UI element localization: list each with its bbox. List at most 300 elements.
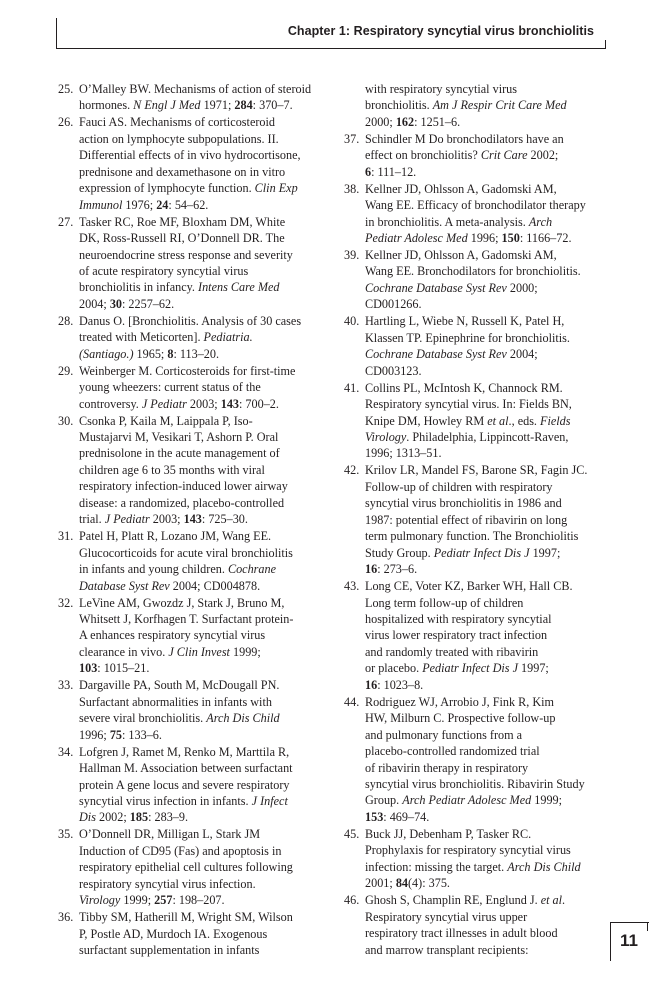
reference-text: 16 — [365, 677, 378, 692]
reference-line — [79, 429, 326, 445]
header-rule-tick — [605, 40, 606, 49]
reference-text: Arch Dis Child — [206, 711, 280, 726]
reference-text: treated with Meticorten]. — [79, 330, 204, 345]
reference-number: 33. — [58, 678, 74, 693]
reference-text: syncytial virus bronchiolitis in 1986 and — [365, 496, 562, 511]
reference-text: Whitsett J, Korfhagen T. Surfactant protein- — [79, 612, 294, 626]
reference-entry — [58, 909, 326, 958]
reference-text: O’Malley BW. Mechanisms of action of steroid — [79, 82, 312, 96]
reference-line — [365, 925, 614, 941]
reference-text: and marrow transplant recipients: — [365, 942, 529, 957]
reference-line — [365, 792, 614, 808]
reference-entry — [58, 677, 326, 743]
reference-text: and randomly treated with ribavirin — [365, 644, 539, 659]
reference-text: action on lymphocyte subpopulations. II. — [79, 131, 279, 146]
reference-text: 1971; — [200, 98, 235, 113]
references-column-left — [58, 81, 326, 959]
reference-line — [79, 644, 326, 660]
reference-entry — [344, 462, 614, 577]
reference-text: Respiratory syncytial virus. In: Fields BN, — [365, 397, 572, 412]
reference-text: surfactant supplementation in infants — [79, 943, 260, 958]
reference-text: Kellner JD, Ohlsson A, Gadomski AM, — [365, 248, 557, 263]
reference-text: syncytial virus bronchiolitis. Ribavirin Study — [365, 777, 585, 792]
reference-text: J Pediatr — [141, 396, 187, 411]
reference-number: 27. — [58, 214, 74, 229]
reference-text: controversy. — [79, 396, 142, 411]
reference-entry — [344, 892, 614, 958]
reference-line — [79, 247, 326, 263]
reference-line — [365, 147, 614, 163]
reference-text: respiratory syncytial virus infection. — [79, 876, 256, 891]
reference-number: 41. — [344, 380, 360, 395]
reference-text: Follow-up of children with respiratory — [365, 479, 553, 494]
reference-text: young wheezers: current status of the — [79, 380, 261, 395]
reference-number: 28. — [58, 313, 74, 328]
reference-line — [365, 644, 614, 660]
reference-number: 30. — [58, 413, 74, 428]
reference-text: infection: missing the target. — [365, 859, 508, 874]
reference-text: Arch Dis Child — [507, 859, 581, 874]
reference-line — [365, 545, 614, 561]
reference-line — [79, 809, 326, 825]
reference-line — [365, 859, 614, 875]
reference-number: 35. — [58, 827, 74, 842]
reference-line — [365, 114, 614, 130]
reference-number: 36. — [58, 910, 74, 925]
reference-line — [79, 511, 326, 527]
reference-text: bronchiolitis in infancy. — [79, 280, 199, 295]
reference-text: : 1023–8. — [377, 677, 424, 692]
reference-entry — [344, 826, 614, 892]
reference-text: A enhances respiratory syncytial virus — [79, 628, 266, 643]
reference-text: 1999; — [531, 793, 563, 808]
reference-text: 30 — [109, 296, 122, 311]
reference-line — [79, 793, 326, 809]
reference-line — [365, 396, 614, 412]
reference-entry — [344, 380, 614, 462]
reference-text: 84 — [395, 876, 408, 891]
reference-number: 31. — [58, 529, 74, 544]
reference-text: 16 — [365, 562, 378, 577]
reference-line — [365, 97, 614, 113]
reference-text: et al — [487, 413, 509, 428]
reference-line — [365, 710, 614, 726]
reference-line — [365, 214, 614, 230]
reference-text: 8 — [167, 346, 174, 361]
reference-text: Collins PL, McIntosh K, Channock RM. — [365, 380, 563, 395]
reference-text: and pulmonary functions from a — [365, 727, 523, 742]
reference-line — [365, 280, 614, 296]
reference-line — [79, 545, 326, 561]
reference-entry — [344, 181, 614, 247]
reference-line — [365, 595, 614, 611]
reference-text: Kellner JD, Ohlsson A, Gadomski AM, — [365, 181, 557, 196]
reference-line — [79, 230, 326, 246]
reference-text: Dargaville PA, South M, McDougall PN. — [79, 678, 280, 693]
reference-line — [79, 677, 326, 693]
reference-text: . — [562, 893, 566, 908]
reference-line — [79, 528, 326, 544]
reference-number: 37. — [344, 131, 360, 146]
reference-text: : 1166–72. — [519, 231, 572, 246]
reference-text: Am J Respir Crit Care Med — [432, 98, 567, 113]
reference-line — [79, 396, 326, 412]
reference-text: Prophylaxis for respiratory syncytial virus — [365, 843, 571, 858]
reference-entry — [58, 528, 326, 594]
reference-text: 2004; — [506, 347, 538, 362]
reference-line — [365, 346, 614, 362]
reference-line — [79, 81, 326, 97]
reference-text: expression of lymphocyte function. — [79, 181, 255, 196]
reference-line — [79, 892, 326, 908]
reference-text: N Engl J Med — [133, 98, 201, 113]
reference-text: 284 — [234, 98, 253, 113]
reference-text: Surfactant abnormalities in infants with — [79, 694, 272, 709]
reference-text: Database Syst Rev — [79, 578, 170, 593]
reference-line — [79, 578, 326, 594]
reference-text: Clin Exp — [254, 181, 298, 196]
reference-text: (Santiago.) — [79, 346, 134, 361]
reference-text: Schindler M Do bronchodilators have an — [365, 131, 564, 146]
reference-text: term pulmonary function. The Bronchiolitis — [365, 529, 579, 544]
reference-text: Induction of CD95 (Fas) and apoptosis in — [79, 843, 282, 858]
reference-entry — [344, 694, 614, 826]
reference-text: Hartling L, Wiebe N, Russell K, Patel H, — [365, 314, 565, 329]
reference-line — [365, 694, 614, 710]
reference-entry — [58, 595, 326, 677]
reference-text: prednisone and dexamethasone on in vitro — [79, 164, 286, 179]
reference-text: or placebo. — [365, 661, 423, 676]
reference-line — [79, 561, 326, 577]
reference-line — [79, 909, 326, 925]
reference-number: 39. — [344, 248, 360, 263]
reference-line — [365, 164, 614, 180]
reference-number: 43. — [344, 579, 360, 594]
reference-text: respiratory epithelial cell cultures following — [79, 860, 293, 875]
reference-text: 1976; — [122, 197, 157, 212]
reference-text: in infants and young children. — [79, 562, 228, 577]
running-head: Chapter 1: Respiratory syncytial virus bronchiolitis — [287, 24, 594, 38]
reference-text: with respiratory syncytial virus — [365, 82, 517, 96]
reference-line — [79, 413, 326, 429]
reference-text: 1965; — [133, 346, 168, 361]
reference-entry — [58, 744, 326, 826]
reference-text: Glucocorticoids for acute viral bronchiolitis — [79, 545, 293, 560]
reference-line — [365, 809, 614, 825]
reference-text: : 198–207. — [172, 893, 225, 908]
reference-number: 38. — [344, 181, 360, 196]
reference-text: syncytial virus infection in infants. — [79, 793, 252, 808]
reference-line — [79, 777, 326, 793]
reference-text: 24 — [156, 197, 169, 212]
reference-text: Klassen TP. Epinephrine for bronchiolitis. — [365, 330, 570, 345]
reference-entry — [344, 81, 614, 130]
reference-text: 2004; CD004878. — [169, 578, 261, 593]
reference-text: Cochrane Database Syst Rev — [365, 280, 507, 295]
reference-text: disease: a randomized, placebo-controlled — [79, 495, 285, 510]
reference-text: 185 — [129, 810, 149, 825]
reference-number: 34. — [58, 744, 74, 759]
reference-number: 26. — [58, 115, 74, 130]
reference-line — [79, 180, 326, 196]
reference-text: : 113–20. — [173, 346, 220, 361]
reference-text: Arch Pediatr Adolesc Med — [402, 793, 532, 808]
reference-line — [79, 131, 326, 147]
reference-text: of acute respiratory syncytial virus — [79, 263, 249, 278]
reference-line — [79, 694, 326, 710]
reference-text: CD001266. — [365, 297, 422, 312]
reference-text: 1996; — [467, 231, 502, 246]
reference-line — [79, 164, 326, 180]
reference-text: 257 — [154, 893, 173, 908]
reference-line — [365, 578, 614, 594]
reference-text: 2002; — [95, 810, 130, 825]
reference-text: 75 — [109, 727, 122, 742]
reference-text: Krilov LR, Mandel FS, Barone SR, Fagin JC. — [365, 463, 588, 478]
reference-text: J Clin Invest — [168, 644, 230, 659]
reference-text: 153 — [365, 809, 384, 824]
reference-text: Intens Care Med — [198, 280, 280, 295]
reference-text: 150 — [501, 231, 520, 246]
reference-number: 40. — [344, 314, 360, 329]
reference-text: Pediatria. — [203, 330, 253, 345]
reference-line — [79, 329, 326, 345]
reference-entry — [58, 313, 326, 362]
reference-text: HW, Milburn C. Prospective follow-up — [365, 711, 556, 726]
reference-text: : 700–2. — [239, 396, 279, 411]
reference-text: : 273–6. — [377, 562, 418, 577]
reference-text: prednisolone in the acute management of — [79, 446, 280, 461]
reference-line — [79, 346, 326, 362]
reference-text: hospitalized with respiratory syncytial — [365, 612, 552, 626]
reference-text: Lofgren J, Ramet M, Renko M, Marttila R, — [79, 744, 290, 759]
reference-line — [365, 627, 614, 643]
reference-line — [365, 131, 614, 147]
reference-text: Study Group. — [365, 545, 434, 560]
reference-line — [79, 97, 326, 113]
reference-text: 1999; — [229, 644, 261, 659]
reference-text: Pediatr Adolesc Med — [365, 231, 468, 246]
reference-text: respiratory infection-induced lower airway — [79, 479, 288, 494]
reference-text: et al — [540, 893, 563, 908]
reference-text: (4): 375. — [408, 876, 450, 891]
reference-line — [79, 660, 326, 676]
reference-text: 2004; — [79, 296, 110, 311]
reference-line — [79, 478, 326, 494]
reference-text: 2000; — [506, 280, 538, 295]
reference-text: Wang EE. Efficacy of bronchodilator therapy — [365, 198, 586, 213]
reference-text: 143 — [183, 512, 202, 527]
reference-entry — [344, 313, 614, 379]
reference-line — [365, 909, 614, 925]
references-column-right — [344, 81, 614, 959]
reference-text: protein A gene locus and severe respiratory — [79, 777, 290, 792]
reference-entry — [344, 247, 614, 313]
header-rule — [56, 48, 606, 49]
reference-text: virus lower respiratory tract infection — [365, 628, 548, 643]
reference-text: : 469–74. — [383, 809, 430, 824]
reference-line — [365, 561, 614, 577]
reference-line — [79, 263, 326, 279]
reference-line — [365, 875, 614, 891]
reference-text: Tibby SM, Hatherill M, Wright SM, Wilson — [79, 910, 293, 925]
reference-line — [365, 776, 614, 792]
reference-line — [79, 859, 326, 875]
reference-text: LeVine AM, Gwozdz J, Stark J, Bruno M, — [79, 595, 285, 610]
reference-number: 46. — [344, 893, 360, 908]
reference-text: Pediatr Infect Dis J — [422, 661, 518, 676]
reference-entry — [58, 81, 326, 114]
reference-entry — [58, 826, 326, 908]
reference-line — [365, 413, 614, 429]
reference-line — [365, 429, 614, 445]
reference-number: 25. — [58, 82, 74, 96]
reference-text: : 725–30. — [201, 512, 248, 527]
reference-text: effect on bronchiolitis? — [365, 148, 481, 163]
reference-line — [79, 445, 326, 461]
reference-text: Weinberger M. Corticosteroids for first-time — [79, 363, 296, 378]
reference-entry — [58, 214, 326, 313]
reference-line — [365, 230, 614, 246]
reference-text: children age 6 to 35 months with viral — [79, 462, 265, 477]
reference-line — [365, 611, 614, 627]
reference-line — [79, 727, 326, 743]
reference-text: hormones. — [79, 98, 134, 113]
reference-text: Rodriguez WJ, Arrobio J, Fink R, Kim — [365, 694, 555, 709]
reference-entry — [58, 413, 326, 528]
reference-line — [365, 677, 614, 693]
reference-text: Danus O. [Bronchiolitis. Analysis of 30 cases — [79, 313, 302, 328]
reference-text: Buck JJ, Debenham P, Tasker RC. — [365, 826, 532, 841]
reference-text: Respiratory syncytial virus upper — [365, 909, 528, 924]
reference-line — [79, 379, 326, 395]
reference-line — [365, 363, 614, 379]
reference-text: O’Donnell DR, Milligan L, Stark JM — [79, 827, 261, 842]
reference-line — [79, 363, 326, 379]
reference-line — [365, 462, 614, 478]
reference-text: bronchiolitis. — [365, 98, 433, 113]
reference-line — [365, 743, 614, 759]
reference-text: ., eds. — [508, 413, 541, 428]
reference-line — [365, 81, 614, 97]
reference-text: : 133–6. — [122, 727, 162, 742]
reference-line — [79, 826, 326, 842]
reference-text: 1987: potential effect of ribavirin on long — [365, 512, 568, 527]
reference-line — [365, 330, 614, 346]
reference-text: 2002; — [527, 148, 559, 163]
header-rule-left — [56, 18, 57, 49]
reference-line — [365, 727, 614, 743]
reference-line — [365, 445, 614, 461]
reference-text: : 370–7. — [252, 98, 293, 113]
reference-text: Hallman M. Association between surfactant — [79, 761, 293, 776]
reference-line — [365, 660, 614, 676]
reference-text: Cochrane — [227, 562, 277, 577]
reference-line — [79, 926, 326, 942]
reference-entry — [58, 114, 326, 213]
reference-line — [79, 595, 326, 611]
reference-text: Virology — [79, 893, 121, 908]
reference-text: Fauci AS. Mechanisms of corticosteroid — [79, 115, 275, 130]
reference-number: 45. — [344, 826, 360, 841]
reference-line — [365, 380, 614, 396]
reference-line — [79, 495, 326, 511]
reference-line — [79, 147, 326, 163]
reference-line — [79, 942, 326, 958]
reference-text: Long term follow-up of children — [365, 595, 524, 610]
reference-text: severe viral bronchiolitis. — [79, 711, 207, 726]
reference-line — [79, 462, 326, 478]
reference-text: 1997; — [517, 661, 549, 676]
reference-text: of ribavirin therapy in respiratory — [365, 760, 529, 775]
reference-line — [79, 744, 326, 760]
reference-number: 42. — [344, 463, 360, 478]
reference-line — [365, 247, 614, 263]
reference-line — [79, 296, 326, 312]
reference-line — [365, 181, 614, 197]
reference-line — [365, 528, 614, 544]
page-number: 11 — [620, 931, 638, 950]
reference-line — [365, 942, 614, 958]
reference-text: Group. — [365, 793, 403, 808]
reference-line — [365, 197, 614, 213]
reference-text: 1997; — [529, 545, 561, 560]
reference-text: 1996; 1313–51. — [365, 446, 442, 461]
reference-text: Long CE, Voter KZ, Barker WH, Hall CB. — [365, 579, 573, 594]
reference-entry — [58, 363, 326, 412]
reference-text: Arch — [528, 214, 553, 229]
reference-number: 29. — [58, 363, 74, 378]
reference-text: : 1251–6. — [414, 114, 461, 129]
reference-line — [365, 313, 614, 329]
reference-text: clearance in vivo. — [79, 644, 169, 659]
reference-text: J Infect — [251, 793, 288, 808]
reference-text: 2003; — [186, 396, 221, 411]
reference-text: Fields — [540, 413, 571, 428]
reference-text: P, Postle AD, Murdoch IA. Exogenous — [79, 926, 268, 941]
reference-entry — [344, 131, 614, 180]
reference-line — [365, 296, 614, 312]
reference-text: Wang EE. Bronchodilators for bronchiolitis. — [365, 264, 581, 279]
reference-text: : 2257–62. — [122, 296, 175, 311]
reference-text: : 111–12. — [371, 164, 417, 179]
reference-line — [365, 512, 614, 528]
reference-line — [79, 114, 326, 130]
reference-text: Virology — [365, 430, 407, 445]
reference-text: CD003123. — [365, 363, 422, 378]
reference-text: Differential effects of in vivo hydrocortisone, — [79, 148, 301, 163]
reference-text: 6 — [365, 164, 372, 179]
reference-text: Ghosh S, Champlin RE, Englund J. — [365, 893, 541, 908]
reference-text: Crit Care — [480, 148, 528, 163]
reference-line — [79, 876, 326, 892]
reference-text: 162 — [395, 114, 415, 129]
reference-text: Immunol — [79, 197, 123, 212]
reference-text: in bronchiolitis. A meta-analysis. — [365, 214, 529, 229]
reference-number: 32. — [58, 595, 74, 610]
reference-text: Csonka P, Kaila M, Laippala P, Iso- — [79, 413, 253, 428]
reference-line — [365, 892, 614, 908]
reference-line — [365, 479, 614, 495]
reference-line — [79, 760, 326, 776]
reference-line — [79, 611, 326, 627]
reference-text: 1996; — [79, 727, 110, 742]
reference-line — [79, 627, 326, 643]
reference-line — [365, 760, 614, 776]
reference-text: Dis — [79, 810, 96, 825]
reference-text: 143 — [220, 396, 239, 411]
reference-line — [79, 197, 326, 213]
